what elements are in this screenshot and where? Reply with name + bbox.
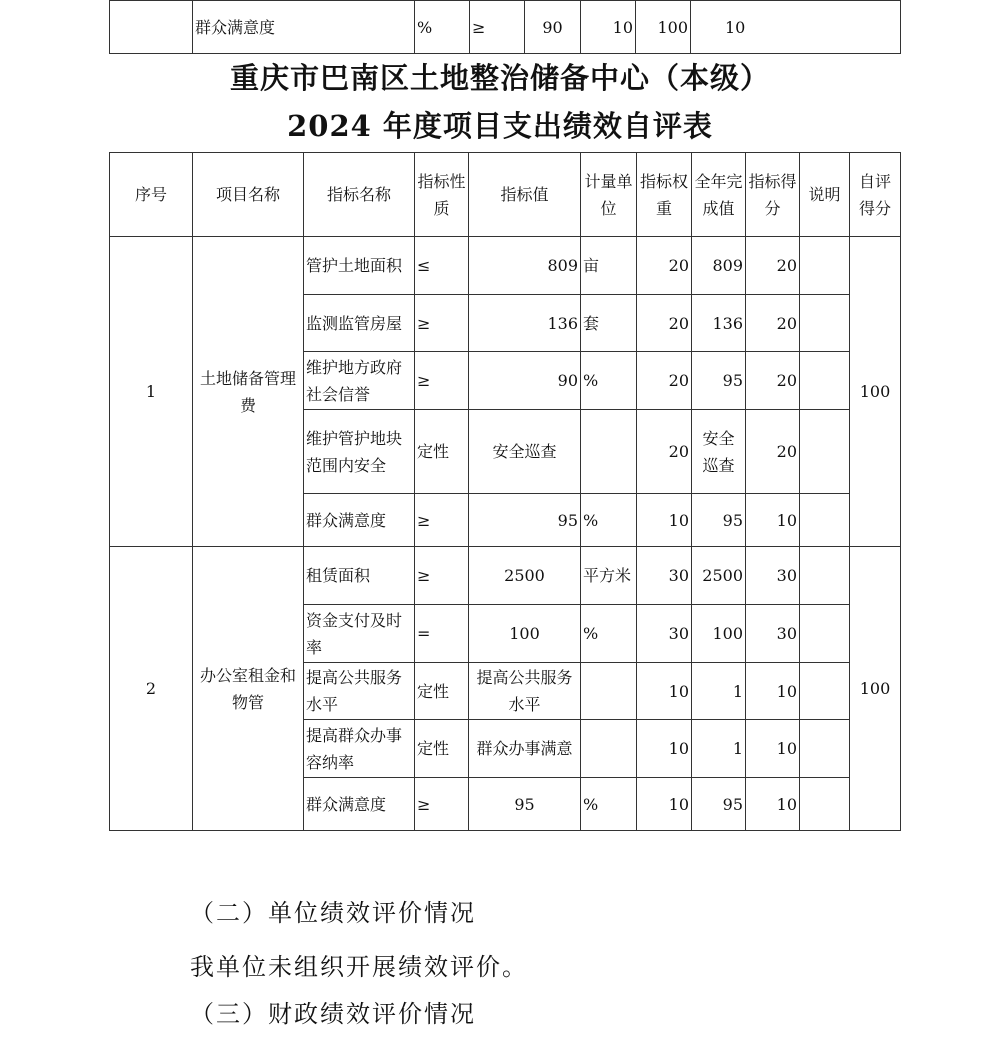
indicator-note xyxy=(800,237,850,295)
indicator-weight: 20 xyxy=(637,295,692,352)
indicator-nature: ≥ xyxy=(415,494,469,547)
indicator-actual: 95 xyxy=(692,352,746,410)
project-total-score: 100 xyxy=(850,547,901,831)
project-name: 办公室租金和物管 xyxy=(193,547,304,831)
page-title-line2: 2024 年度项目支出绩效自评表 xyxy=(287,109,713,143)
indicator-unit xyxy=(581,663,637,720)
header-project: 项目名称 xyxy=(193,153,304,237)
table-row xyxy=(110,1,901,54)
header-total: 自评得分 xyxy=(850,153,901,237)
indicator-note xyxy=(800,295,850,352)
indicator-weight: 10 xyxy=(637,494,692,547)
indicator-unit: % xyxy=(581,605,637,663)
indicator-note xyxy=(800,410,850,494)
indicator-nature: 定性 xyxy=(415,663,469,720)
indicator-note xyxy=(800,494,850,547)
indicator-name: 监测监管房屋 xyxy=(304,295,415,352)
indicator-value: 100 xyxy=(469,605,581,663)
indicator-weight: 30 xyxy=(637,605,692,663)
indicator-name: 维护管护地块范围内安全 xyxy=(304,410,415,494)
indicator-value: 95 xyxy=(469,778,581,831)
indicator-actual: 1 xyxy=(692,663,746,720)
indicator-value: 群众办事满意 xyxy=(469,720,581,778)
indicator-actual: 安全巡查 xyxy=(692,410,746,494)
header-value: 指标值 xyxy=(469,153,581,237)
score-cell xyxy=(691,1,901,54)
indicator-weight: 20 xyxy=(637,410,692,494)
indicator-weight: 10 xyxy=(637,663,692,720)
indicator-name: 群众满意度 xyxy=(304,778,415,831)
table-row xyxy=(110,237,901,295)
indicator-note xyxy=(800,663,850,720)
indicator-nature: ≥ xyxy=(415,352,469,410)
indicator-note xyxy=(800,352,850,410)
indicator-actual: 1 xyxy=(692,720,746,778)
indicator-name: 提高群众办事容纳率 xyxy=(304,720,415,778)
indicator-value: 安全巡查 xyxy=(469,410,581,494)
header-unit: 计量单位 xyxy=(581,153,637,237)
indicator-value: 95 xyxy=(469,494,581,547)
indicator-note xyxy=(800,720,850,778)
indicator-score: 10 xyxy=(746,778,800,831)
indicator-score: 20 xyxy=(746,237,800,295)
indicator-name: 租赁面积 xyxy=(304,547,415,605)
indicator-nature: ≥ xyxy=(415,295,469,352)
indicator-score: 30 xyxy=(746,547,800,605)
indicator-value: 2500 xyxy=(469,547,581,605)
indicator-name: 管护土地面积 xyxy=(304,237,415,295)
indicator-value: 90 xyxy=(469,352,581,410)
indicator-value: 809 xyxy=(469,237,581,295)
indicator-unit: % xyxy=(581,352,637,410)
indicator-value: 136 xyxy=(469,295,581,352)
table-row xyxy=(110,547,901,605)
indicator-nature: ≥ xyxy=(415,547,469,605)
indicator-unit xyxy=(581,720,637,778)
table-header-row xyxy=(110,153,901,237)
finance-eval-heading: （三）财政绩效评价情况 xyxy=(190,1000,476,1028)
indicator-score: 30 xyxy=(746,605,800,663)
indicator-weight: 20 xyxy=(637,237,692,295)
indicator-weight: 20 xyxy=(637,352,692,410)
indicator-name: 资金支付及时率 xyxy=(304,605,415,663)
indicator-nature: ≥ xyxy=(415,778,469,831)
indicator-actual: 100 xyxy=(692,605,746,663)
header-actual: 全年完成值 xyxy=(692,153,746,237)
indicator-actual: 136 xyxy=(692,295,746,352)
performance-table xyxy=(109,152,901,831)
indicator-name: 群众满意度 xyxy=(304,494,415,547)
indicator-unit: 套 xyxy=(581,295,637,352)
indicator-nature: 定性 xyxy=(415,410,469,494)
indicator-weight: 30 xyxy=(637,547,692,605)
indicator-value: 提高公共服务水平 xyxy=(469,663,581,720)
actual-cell: 100 xyxy=(636,1,691,54)
indicator-weight: 10 xyxy=(637,778,692,831)
indicator-score: 10 xyxy=(746,494,800,547)
indicator-score: 20 xyxy=(746,295,800,352)
indicator-unit xyxy=(581,410,637,494)
project-total-score: 100 xyxy=(850,237,901,547)
empty-cell xyxy=(110,1,193,54)
indicator-actual: 2500 xyxy=(692,547,746,605)
indicator-name-cell: 群众满意度 xyxy=(193,1,415,54)
indicator-score: 10 xyxy=(746,663,800,720)
indicator-actual: 809 xyxy=(692,237,746,295)
indicator-weight: 10 xyxy=(637,720,692,778)
indicator-unit: % xyxy=(581,778,637,831)
header-note: 说明 xyxy=(800,153,850,237)
project-seq: 2 xyxy=(110,547,193,831)
header-nature: 指标性质 xyxy=(415,153,469,237)
unit-cell: % xyxy=(415,1,470,54)
page-title-line1: 重庆市巴南区土地整治储备中心（本级） xyxy=(229,61,770,95)
header-weight: 指标权重 xyxy=(637,153,692,237)
indicator-score: 20 xyxy=(746,410,800,494)
indicator-name: 维护地方政府社会信誉 xyxy=(304,352,415,410)
indicator-note xyxy=(800,547,850,605)
indicator-unit: 亩 xyxy=(581,237,637,295)
indicator-actual: 95 xyxy=(692,494,746,547)
indicator-score: 20 xyxy=(746,352,800,410)
project-seq: 1 xyxy=(110,237,193,547)
project-name: 土地储备管理费 xyxy=(193,237,304,547)
indicator-unit: 平方米 xyxy=(581,547,637,605)
score-value: 10 xyxy=(725,17,746,37)
header-indicator: 指标名称 xyxy=(304,153,415,237)
indicator-name: 提高公共服务水平 xyxy=(304,663,415,720)
indicator-score: 10 xyxy=(746,720,800,778)
indicator-unit: % xyxy=(581,494,637,547)
unit-eval-text: 我单位未组织开展绩效评价。 xyxy=(190,953,528,981)
unit-eval-heading: （二）单位绩效评价情况 xyxy=(190,899,476,927)
indicator-nature: = xyxy=(415,605,469,663)
previous-table-fragment xyxy=(109,0,901,54)
indicator-note xyxy=(800,605,850,663)
indicator-nature: ≤ xyxy=(415,237,469,295)
value-cell: 90 xyxy=(525,1,581,54)
indicator-actual: 95 xyxy=(692,778,746,831)
nature-cell: ≥ xyxy=(470,1,525,54)
weight-cell: 10 xyxy=(581,1,636,54)
header-seq: 序号 xyxy=(110,153,193,237)
header-score: 指标得分 xyxy=(746,153,800,237)
indicator-note xyxy=(800,778,850,831)
indicator-nature: 定性 xyxy=(415,720,469,778)
